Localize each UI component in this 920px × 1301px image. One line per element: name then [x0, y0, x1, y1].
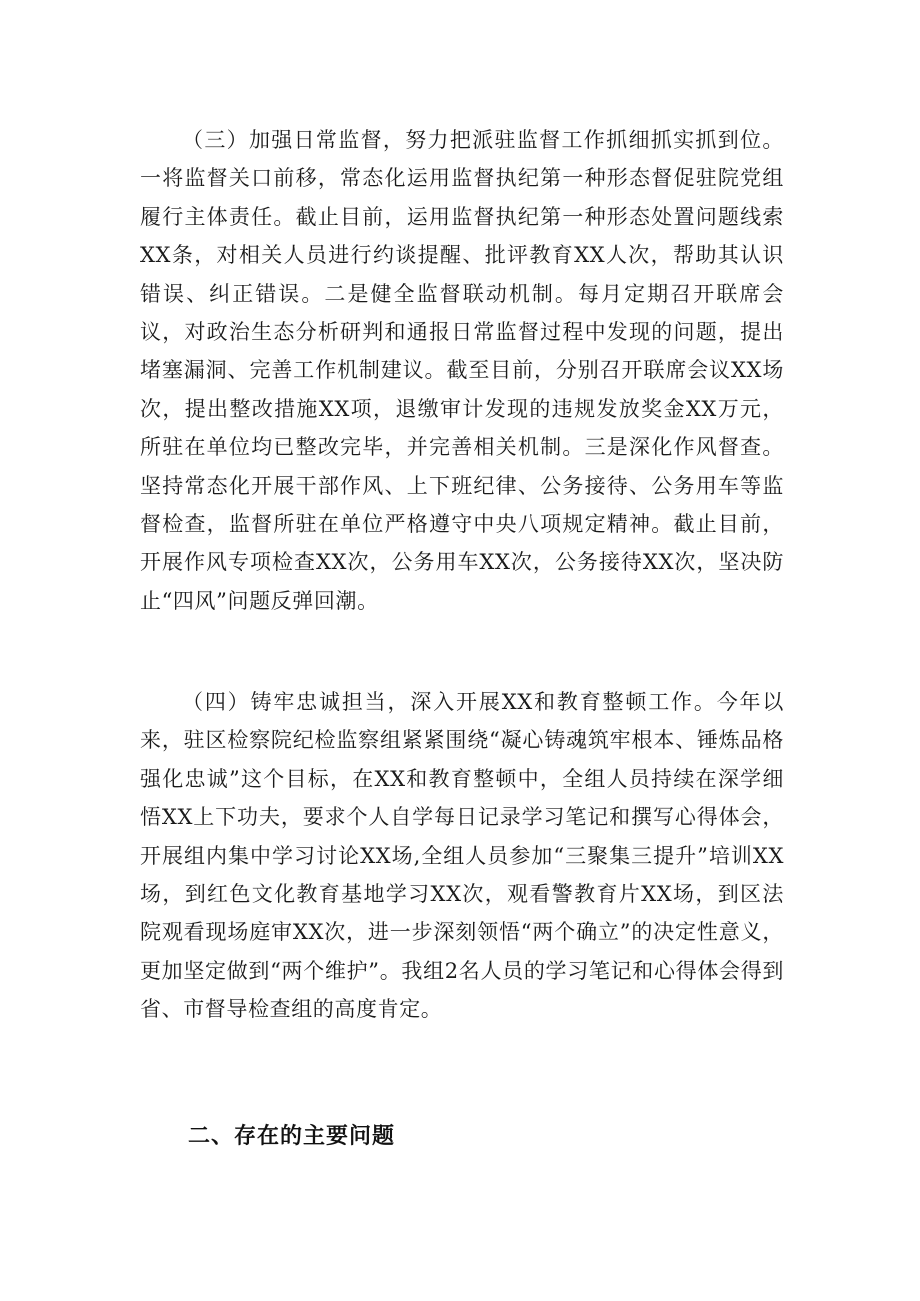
section-heading-main-problems: 二、存在的主要问题 [188, 1124, 396, 1149]
paragraph-loyalty-education: （四）铸牢忠诚担当，深入开展XX和教育整顿工作。今年以来，驻区检察院纪检监察组紧紧围绕“凝心铸魂筑牢根本、锤炼品格强化忠诚”这个目标，在XX和教育整顿中，全组人员持续在深学细悟XX上下功夫，要求个人自学每日记录学习笔记和撰写心得体会，开展组内集中学习讨论XX场,全组人员参加“三聚集三提升”培训XX场，到红色文化教育基地学习XX次，观看警教育片XX场，到区法院观看现场庭审XX次，进一步深刻领悟“两个确立”的决定性意义，更加坚定做到“两个维护”。我组2名人员的学习笔记和心得体会得到省、市督导检查组的高度肯定。 [140, 690, 784, 1022]
paragraph-daily-supervision: （三）加强日常监督，努力把派驻监督工作抓细抓实抓到位。一将监督关口前移，常态化运用监督执纪第一种形态督促驻院党组履行主体责任。截止目前，运用监督执纪第一种形态处置问题线索XX条，对相关人员进行约谈提醒、批评教育XX人次，帮助其认识错误、纠正错误。二是健全监督联动机制。每月定期召开联席会议，对政治生态分析研判和通报日常监督过程中发现的问题，提出堵塞漏洞、完善工作机制建议。截至目前，分别召开联席会议XX场次，提出整改措施XX项，退缴审计发现的违规发放奖金XX万元，所驻在单位均已整改完毕，并完善相关机制。三是深化作风督查。坚持常态化开展干部作风、上下班纪律、公务接待、公务用车等监督检查，监督所驻在单位严格遵守中央八项规定精神。截止目前，开展作风专项检查XX次，公务用车XX次，公务接待XX次，坚决防止“四风”问题反弹回潮。 [140, 128, 784, 613]
